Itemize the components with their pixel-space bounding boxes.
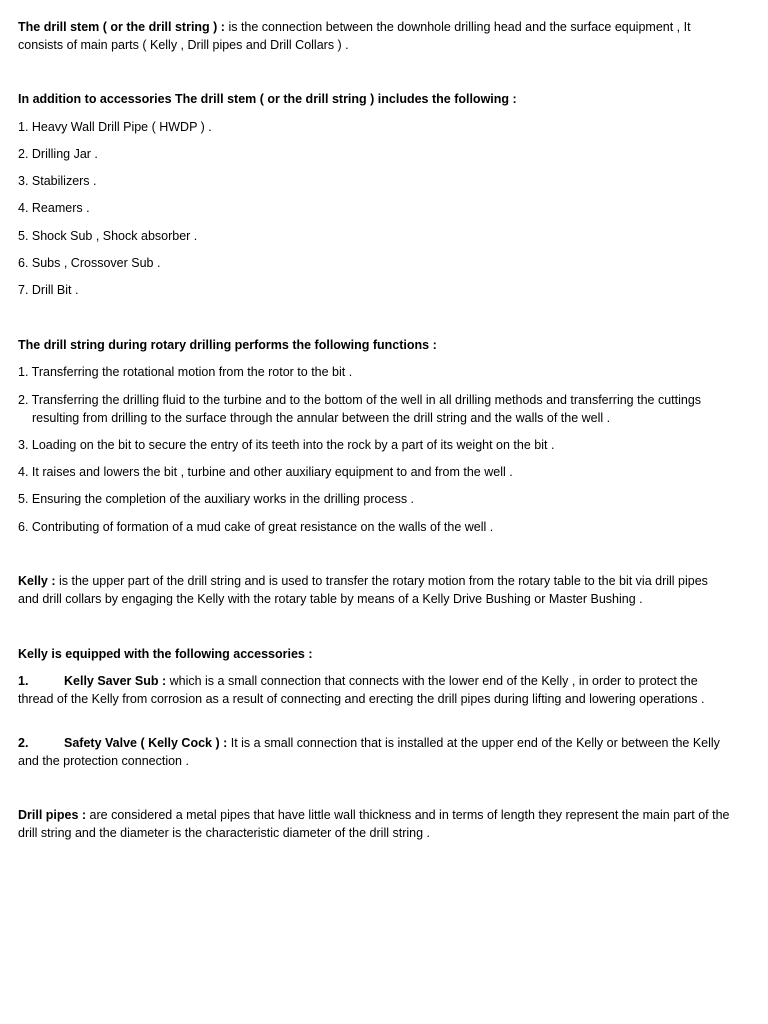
function-item: 5. Ensuring the completion of the auxiliary works in the drilling process . <box>18 492 415 506</box>
drill-pipes-paragraph <box>18 806 730 842</box>
accessory-item: 6. Subs , Crossover Sub . <box>18 256 161 270</box>
kelly-definition: is the upper part of the drill string and is used to transfer the rotary motion from the rotary table to the bit via drill pipes and drill collars by engaging the Kelly with the rotary table by means of a Kelly Drive Bushing or Master Bushing . <box>18 574 708 606</box>
functions-heading: The drill string during rotary drilling performs the following functions : <box>18 338 437 352</box>
accessory-item: 7. Drill Bit . <box>18 283 79 297</box>
function-item: 2. Transferring the drilling fluid to the turbine and to the bottom of the well in all drilling methods and transferring the cuttings resulting from drilling to the surface through the annular between the drill string and the walls of the well . <box>18 393 702 425</box>
drill-pipes-definition: are considered a metal pipes that have little wall thickness and in terms of length they represent the main part of the drill string and the diameter is the characteristic diameter of the drill string . <box>18 808 730 840</box>
accessory-item: 3. Stabilizers . <box>18 174 97 188</box>
accessory-item: 5. Shock Sub , Shock absorber . <box>18 229 198 243</box>
item-number: 1. <box>18 674 29 688</box>
kelly-accessory-item <box>18 672 730 708</box>
item-number: 2. <box>18 736 29 750</box>
kelly-saver-sub-term: Kelly Saver Sub : <box>64 674 167 688</box>
kelly-saver-sub-text: which is a small connection that connects with the lower end of the Kelly , in order to protect the thread of the Kelly from corrosion as a result of connecting and erecting the drill pipes during lifting and lowering operations . <box>18 674 705 706</box>
kelly-accessories-heading: Kelly is equipped with the following accessories : <box>18 647 313 661</box>
drill-stem-paragraph <box>18 18 730 54</box>
function-item: 4. It raises and lowers the bit , turbine and other auxiliary equipment to and from the well . <box>18 465 513 479</box>
drill-stem-definition: is the connection between the downhole drilling head and the surface equipment , It consists of main parts ( Kelly , Drill pipes and Drill Collars ) . <box>18 20 691 52</box>
function-item: 1. Transferring the rotational motion from the rotor to the bit . <box>18 365 353 379</box>
function-item: 6. Contributing of formation of a mud cake of great resistance on the walls of the well . <box>18 520 494 534</box>
accessory-item: 4. Reamers . <box>18 201 90 215</box>
kelly-paragraph <box>18 572 730 608</box>
accessory-item: 1. Heavy Wall Drill Pipe ( HWDP ) . <box>18 120 212 134</box>
safety-valve-text: It is a small connection that is installed at the upper end of the Kelly or between the Kelly and the protection connection . <box>18 736 720 768</box>
drill-stem-term: The drill stem ( or the drill string ) : <box>18 20 225 34</box>
accessories-heading: In addition to accessories The drill stem ( or the drill string ) includes the following : <box>18 92 517 106</box>
function-item: 3. Loading on the bit to secure the entry of its teeth into the rock by a part of its weight on the bit . <box>18 438 555 452</box>
drill-pipes-term: Drill pipes : <box>18 808 87 822</box>
safety-valve-term: Safety Valve ( Kelly Cock ) : <box>64 736 228 750</box>
kelly-term: Kelly : <box>18 574 56 588</box>
accessory-item: 2. Drilling Jar . <box>18 147 98 161</box>
kelly-accessory-item <box>18 734 730 770</box>
